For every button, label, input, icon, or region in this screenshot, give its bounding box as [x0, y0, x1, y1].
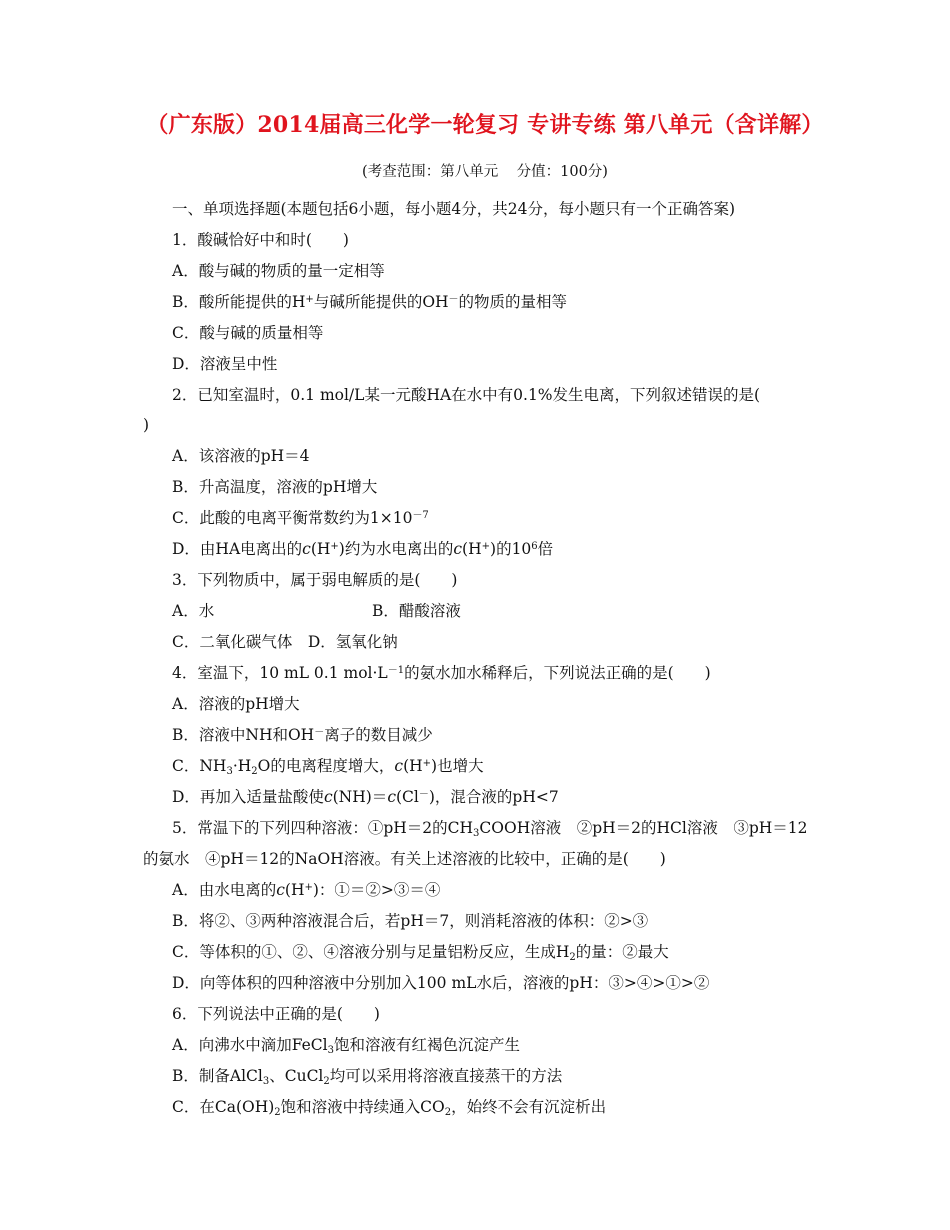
q5-c-sub: 2 — [569, 951, 576, 963]
q5-stem-line2: 的氨水 ④pH＝12的NaOH溶液。有关上述溶液的比较中，正确的是( ) — [143, 850, 666, 868]
q1-option-c: C．酸与碱的质量相等 — [172, 324, 324, 342]
q6-b-3: 均可以采用将溶液直接蒸干的方法 — [329, 1067, 563, 1085]
q4-b-1: B．溶液中NH和OH — [172, 726, 315, 744]
q4-stem-sup: －1 — [387, 664, 405, 676]
q5-a-c: c — [276, 881, 285, 899]
q5-stem-line1 — [172, 817, 808, 839]
q2-option-a: A．该溶液的pH＝4 — [172, 447, 310, 465]
q4-c-5: )也增大 — [431, 757, 484, 775]
q6-c-sub1: 2 — [274, 1106, 281, 1118]
q6-option-b — [172, 1065, 562, 1087]
q4-b-2: 离子的数目减少 — [324, 726, 433, 744]
q4-c-c: c — [394, 757, 404, 775]
q2-d-c2: c — [453, 540, 463, 558]
q3-option-a: A．水 — [172, 602, 215, 620]
q4-option-a: A．溶液的pH增大 — [172, 695, 300, 713]
q2-d-sup2: + — [481, 540, 491, 552]
q6-c-1: C．在Ca(OH) — [172, 1098, 275, 1116]
q5-option-a — [172, 879, 440, 901]
document-title: （广东版）2014届高三化学一轮复习 专讲专练 第八单元（含详解） — [146, 112, 824, 138]
q4-d-sup: － — [418, 788, 429, 800]
q4-stem-1: 4．室温下，10 mL 0.1 mol·L — [172, 664, 388, 682]
q3-stem: 3．下列物质中，属于弱电解质的是( ) — [172, 571, 458, 589]
q2-d-sup3: 6 — [531, 540, 538, 552]
q2-c-sup: －7 — [412, 509, 429, 521]
q4-c-sup: + — [422, 757, 432, 769]
q4-option-b — [172, 724, 433, 746]
q2-d-6: 倍 — [537, 540, 554, 558]
q6-c-2: 饱和溶液中持续通入CO — [280, 1098, 445, 1116]
q2-option-c — [172, 507, 429, 529]
document-subtitle: (考查范围：第八单元 分值：100分) — [362, 164, 608, 180]
q6-option-c — [172, 1096, 606, 1118]
q6-option-a — [172, 1034, 520, 1056]
q4-c-sub: 3 — [226, 765, 233, 777]
q1-b-suffix: 的物质的量相等 — [458, 293, 568, 311]
q5-a-2: (H — [284, 881, 305, 899]
q5-option-c — [172, 941, 669, 963]
q6-b-sub1: 3 — [262, 1075, 270, 1087]
q3-options-ab — [172, 600, 572, 622]
q6-stem: 6．下列说法中正确的是( ) — [172, 1005, 380, 1023]
q3-options-cd: C．二氧化碳气体 D．氢氧化钠 — [172, 633, 398, 651]
q4-d-c1: c — [323, 788, 333, 806]
q6-b-2: 、CuCl — [269, 1067, 324, 1085]
q1-option-a: A．酸与碱的物质的量一定相等 — [172, 262, 385, 280]
q2-d-3: )约为水电离出的 — [338, 540, 454, 558]
q6-b-1: B．制备AlCl — [172, 1067, 263, 1085]
q4-c-4: (H — [403, 757, 423, 775]
q2-d-1: D．由HA电离出的 — [172, 540, 303, 558]
q2-c-prefix: C．此酸的电离平衡常数约为1×10 — [172, 509, 413, 527]
q6-c-sub2: 2 — [444, 1106, 452, 1118]
q5-a-3: )：①＝②>③＝④ — [312, 881, 441, 899]
q2-d-sup1: + — [330, 540, 339, 552]
q4-stem-2: 的氨水加水稀释后，下列说法正确的是( ) — [404, 664, 711, 682]
q4-b-sup: － — [314, 726, 325, 738]
q2-option-b: B．升高温度，溶液的pH增大 — [172, 478, 378, 496]
q6-b-sub2: 2 — [323, 1075, 330, 1087]
q5-option-b: B．将②、③两种溶液混合后，若pH＝7，则消耗溶液的体积：②>③ — [172, 912, 649, 930]
q5-c-2: 的量：②最大 — [575, 943, 669, 961]
q4-option-c — [172, 755, 484, 777]
q1-option-b — [172, 291, 567, 313]
q2-stem-line1: 2．已知室温时，0.1 mol/L某一元酸HA在水中有0.1%发生电离，下列叙述错误的是( — [172, 386, 761, 404]
q1-b-sup1: + — [305, 293, 314, 305]
q6-c-3: ，始终不会有沉淀析出 — [451, 1098, 607, 1116]
q6-a-2: 饱和溶液有红褐色沉淀产生 — [333, 1036, 520, 1054]
q3-option-b: B．醋酸溶液 — [372, 602, 461, 620]
q5-a-1: A．由水电离的 — [172, 881, 277, 899]
q1-b-mid: 与碱所能提供的OH — [313, 293, 449, 311]
q2-stem-line2: ) — [143, 416, 150, 434]
q2-d-c1: c — [302, 540, 311, 558]
q4-option-d — [172, 786, 559, 808]
q4-c-2: ·H — [232, 757, 252, 775]
q1-b-sup2: － — [448, 293, 459, 305]
q1-stem: 1．酸碱恰好中和时( ) — [172, 231, 349, 249]
q5-option-d: D．向等体积的四种溶液中分别加入100 mL水后，溶液的pH：③>④>①>② — [172, 974, 710, 992]
q1-option-d: D．溶液呈中性 — [172, 355, 278, 373]
q4-stem — [172, 662, 711, 684]
q4-d-2: (NH)＝ — [332, 788, 388, 806]
q4-c-sub2: 2 — [251, 765, 258, 777]
q4-d-4: )，混合液的pH<7 — [428, 788, 559, 806]
q4-d-c2: c — [387, 788, 396, 806]
q4-c-1: C．NH — [172, 757, 227, 775]
q4-d-3: (Cl — [396, 788, 419, 806]
q4-d-1: D．再加入适量盐酸使 — [172, 788, 324, 806]
section-heading: 一、单项选择题(本题包括6小题，每小题4分，共24分，每小题只有一个正确答案) — [172, 200, 736, 218]
q5-c-1: C．等体积的①、②、④溶液分别与足量铝粉反应，生成H — [172, 943, 570, 961]
q4-c-3: O的电离程度增大， — [257, 757, 395, 775]
q2-d-5: )的10 — [490, 540, 532, 558]
q5-l1-1: 5．常温下的下列四种溶液：①pH＝2的CH — [172, 819, 474, 837]
q6-a-sub: 3 — [327, 1044, 334, 1056]
q5-a-sup: + — [304, 881, 313, 893]
q1-b-prefix: B．酸所能提供的H — [172, 293, 306, 311]
q2-d-4: (H — [462, 540, 482, 558]
q2-d-2: (H — [310, 540, 331, 558]
q5-l1-2: COOH溶液 ②pH＝2的HCl溶液 ③pH＝12 — [479, 819, 808, 837]
q5-l1-sub1: 3 — [473, 827, 480, 839]
q2-option-d — [172, 538, 553, 560]
q6-a-1: A．向沸水中滴加FeCl — [172, 1036, 328, 1054]
